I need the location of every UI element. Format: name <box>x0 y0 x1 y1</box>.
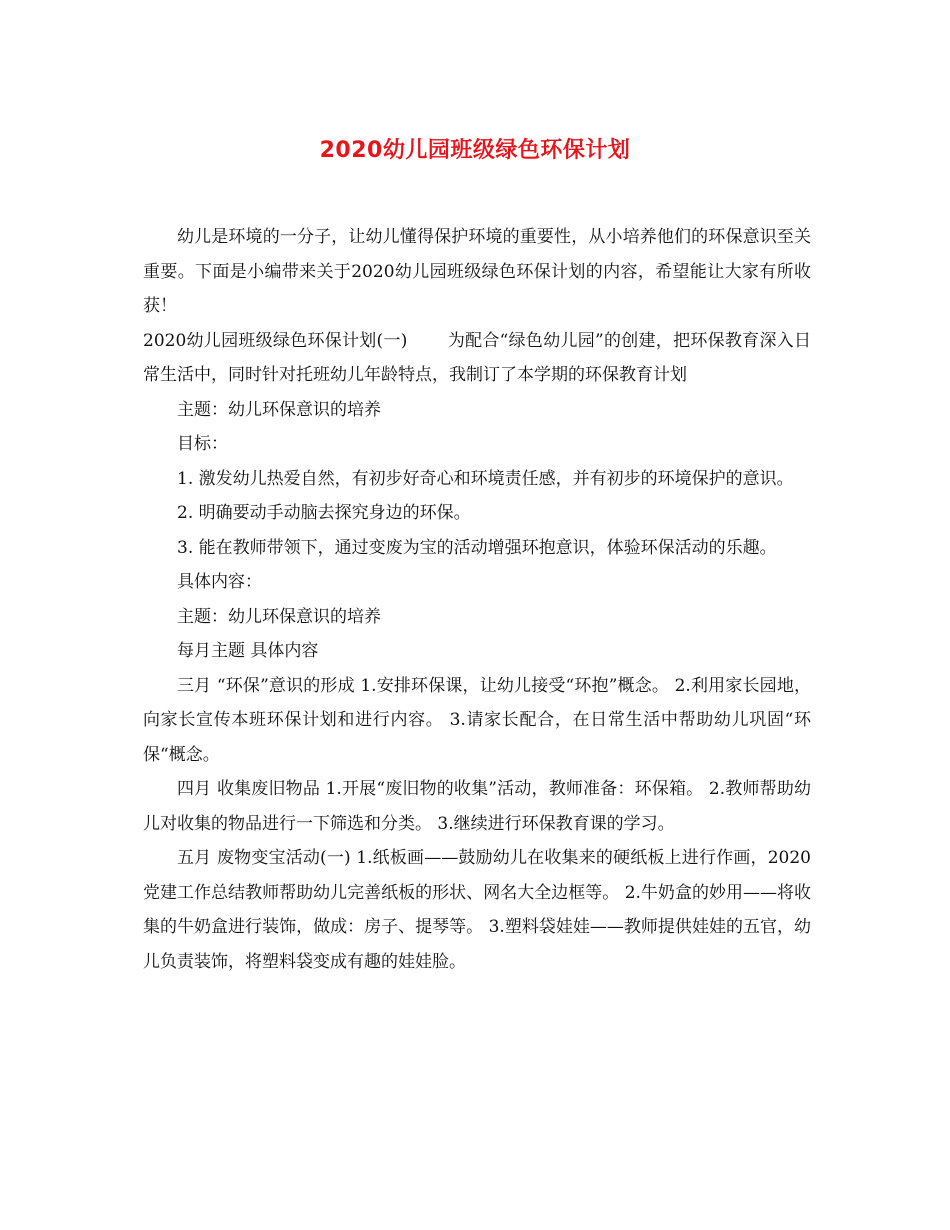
theme-line: 主题：幼儿环保意识的培养 <box>177 399 381 420</box>
theme-line-2: 主题：幼儿环保意识的培养 <box>177 606 381 627</box>
document-body <box>143 220 811 979</box>
intro-paragraph: 幼儿是环境的一分子，让幼儿懂得保护环境的重要性，从小培养他们的环保意识至关重要。下面是小编带来关于2020幼儿园班级绿色环保计划的内容，希望能让大家有所收获！ <box>143 227 811 316</box>
goal-item-1: 1. 激发幼儿热爱自然，有初步好奇心和环境责任感，并有初步的环境保护的意识。 <box>177 468 794 489</box>
march-plan: 三月 “环保”意识的形成 1.安排环保课，让幼儿接受“环抱”概念。 2.利用家长园地，向家长宣传本班环保计划和进行内容。 3.请家长配合，在日常生活中帮助幼儿巩固“环保“概念。 <box>143 675 811 765</box>
goal-item-3: 3. 能在教师带领下，通过变废为宝的活动增强环抱意识，体验环保活动的乐趣。 <box>177 537 777 558</box>
april-plan: 四月 收集废旧物品 1.开展“废旧物的收集”活动，教师准备：环保箱。 2.教师帮助幼儿对收集的物品进行一下筛选和分类。 3.继续进行环保教育课的学习。 <box>143 779 811 834</box>
monthly-header: 每月主题 具体内容 <box>177 641 319 661</box>
goals-label: 目标： <box>177 434 228 454</box>
plan-heading-paragraph: 2020幼儿园班级绿色环保计划(一) 为配合“绿色幼儿园”的创建，把环保教育深入日常生活中，同时针对托班幼儿年龄特点，我制订了本学期的环保教育计划 <box>143 330 811 385</box>
content-label: 具体内容： <box>177 572 262 592</box>
page-title: 2020幼儿园班级绿色环保计划 <box>319 138 631 163</box>
may-plan: 五月 废物变宝活动(一) 1.纸板画——鼓励幼儿在收集来的硬纸板上进行作画，2020党建工作总结教师帮助幼儿完善纸板的形状、网名大全边框等。 2.牛奶盒的妙用——将收集的牛奶盒进行装饰，做成：房子、提琴等。 3.塑料袋娃娃——教师提供娃娃的五官，幼儿负责装饰，将塑料袋变成有趣的娃娃脸。 <box>143 848 811 972</box>
goal-item-2: 2. 明确要动手动脑去探究身边的环保。 <box>177 503 471 523</box>
